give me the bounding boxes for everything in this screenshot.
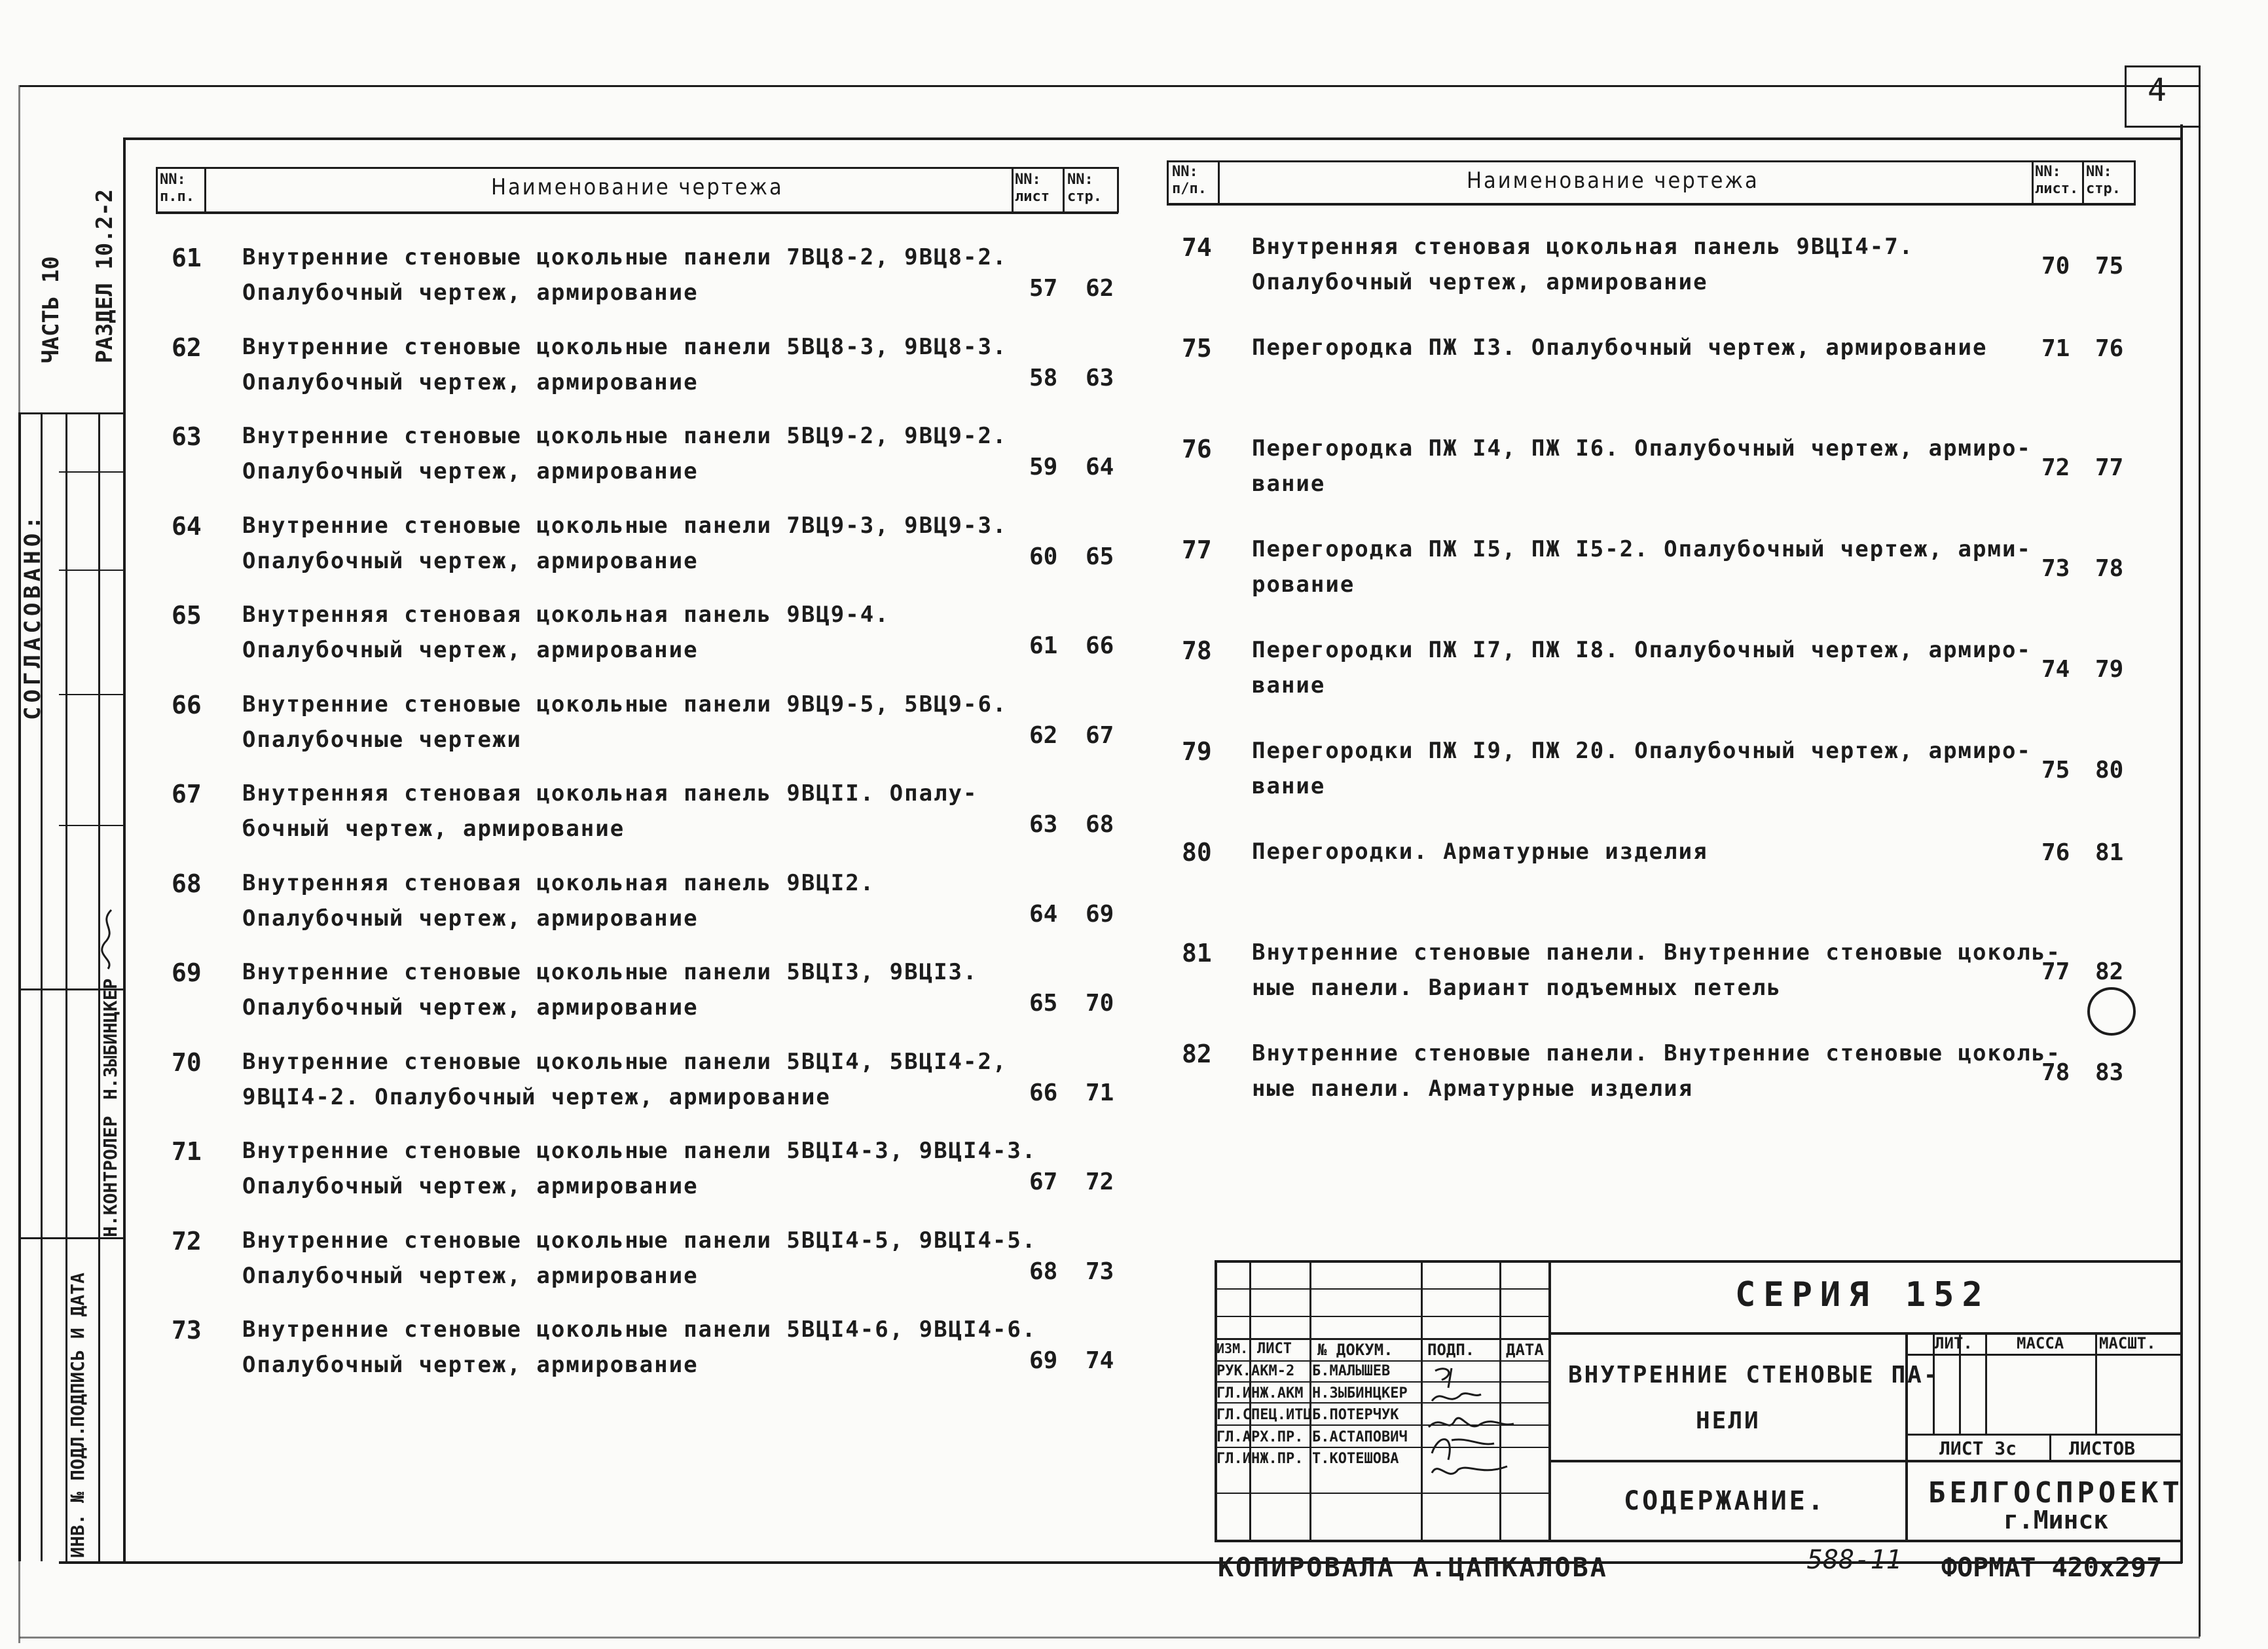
row-page: 69 [1086,900,1114,928]
row-sheet: 71 [2041,335,2070,362]
row-number: 74 [1182,233,1212,262]
sheet-number-box-top [2125,65,2200,67]
row-title-line-2: вание [1252,471,1326,497]
stamp-person-role: РУК.АКМ-2 [1216,1363,1295,1379]
controller-name: Н.ЗЫБИНЦКЕР [100,978,121,1100]
row-title-line-1: Внутренние стеновые цокольные панели 5ВЦ9-2, 9ВЦ9-2. [242,423,1008,449]
last-page-circle [2087,987,2136,1036]
right-header-sheet: NN: лист. [2035,164,2079,197]
row-title-line-1: Перегородка ПЖ I4, ПЖ I6. Опалубочный чертеж, армиро- [1252,435,2032,462]
row-sheet: 72 [2041,454,2070,481]
row-sheet: 77 [2041,958,2070,985]
row-title-line-1: Внутренние стеновые цокольные панели 5ВЦI4-5, 9ВЦI4-5. [242,1227,1037,1254]
left-header-sheet: NN: лист [1015,172,1050,205]
sheets-label: ЛИСТОВ [2069,1438,2136,1459]
row-number: 68 [172,869,202,898]
left-table-col-2 [1012,167,1014,213]
inner-frame-left [123,137,126,1563]
section-label: РАЗДЕЛ 10.2-2 [92,189,118,363]
inv-label: ИНВ. № ПОДЛ. [67,1425,88,1558]
row-title-line-2: Опалубочные чертежи [242,726,522,753]
row-number: 64 [172,511,202,541]
row-sheet: 73 [2041,555,2070,582]
lit-label: ЛИТ. [1935,1334,1973,1352]
row-number: 79 [1182,737,1212,766]
stamp-person-role: ГЛ.АРХ.ПР. [1216,1428,1304,1445]
row-title-line-2: Опалубочный чертеж, армирование [242,905,699,932]
row-number: 71 [172,1137,202,1166]
row-number: 62 [172,333,202,362]
row-sheet: 60 [1029,543,1058,570]
stamp-person-name: Б.МАЛЫШЕВ [1312,1363,1391,1379]
row-sheet: 75 [2041,757,2070,784]
row-title-line-1: Внутренние стеновые панели. Внутренние стеновые цоколь- [1252,939,2061,966]
document-number: 588-11 [1807,1545,1902,1575]
row-page: 80 [2095,757,2124,784]
left-table-col-3 [1063,167,1065,213]
right-header-page: NN: стр. [2086,164,2121,197]
left-table-header-bottom [156,211,1118,214]
row-title-line-2: Опалубочный чертеж, армирование [242,637,699,663]
row-title-line-1: Перегородка ПЖ I3. Опалубочный чертеж, армирование [1252,335,1988,361]
row-page: 63 [1086,364,1114,391]
left-table-col-1 [204,167,206,213]
stamp-title-line-2: НЕЛИ [1696,1407,1761,1434]
row-title-line-2: 9ВЦI4-2. Опалубочный чертеж, армирование [242,1083,831,1110]
row-title-line-2: Опалубочный чертеж, армирование [1252,269,1708,295]
row-sheet: 64 [1029,900,1058,928]
margin-strip-cut-4 [59,570,123,571]
series-title: СЕРИЯ 152 [1735,1275,1990,1314]
row-number: 61 [172,244,202,272]
row-title-line-2: вание [1252,672,1326,698]
row-title-line-2: бочный чертеж, армирование [242,816,625,842]
row-sheet: 69 [1029,1347,1058,1374]
right-header-nn: NN: п/п. [1172,164,1207,197]
row-number: 77 [1182,535,1212,564]
row-title-line-1: Перегородка ПЖ I5, ПЖ I5-2. Опалубочный чертеж, арми- [1252,536,2032,562]
row-title-line-1: Внутренние стеновые цокольные панели 5ВЦI3, 9ВЦI3. [242,959,978,985]
row-sheet: 58 [1029,364,1058,391]
left-table-col-4 [1117,167,1119,213]
row-page: 71 [1086,1079,1114,1106]
row-sheet: 70 [2041,253,2070,280]
mass-label: МАССА [2017,1334,2064,1352]
row-page: 64 [1086,454,1114,480]
row-page: 79 [2095,656,2124,683]
stamp-person-role: ГЛ.ИНЖ.ПР. [1216,1451,1304,1467]
row-title-line-1: Внутренние стеновые цокольные панели 5ВЦ8-3, 9ВЦ8-3. [242,333,1008,360]
left-table-left [156,167,158,213]
col-date: ДАТА [1506,1341,1544,1359]
col-doc: № ДОКУМ. [1317,1341,1393,1359]
margin-strip-cut-2 [18,1237,123,1239]
right-table-top [1167,160,2136,162]
sign-date-label: ПОДПИСЬ И ДАТА [67,1272,88,1427]
row-sheet: 65 [1029,990,1058,1017]
row-page: 77 [2095,454,2124,481]
row-title-line-1: Внутренние стеновые цокольные панели 5ВЦI4-6, 9ВЦI4-6. [242,1316,1037,1343]
right-table-header-bottom [1167,203,2136,206]
controller-role: Н.КОНТРОЛЕР [100,1115,121,1237]
stamp-title-line-1: ВНУТРЕННИЕ СТЕНОВЫЕ ПА- [1568,1362,1940,1388]
left-header-page: NN: стр. [1067,172,1102,205]
row-title-line-1: Внутренняя стеновая цокольная панель 9ВЦ9-4. [242,602,890,628]
row-sheet: 62 [1029,721,1058,749]
stamp-org: БЕЛГОСПРОЕКТ [1928,1476,2184,1510]
row-page: 82 [2095,958,2124,985]
row-number: 82 [1182,1040,1212,1068]
stamp-person-role: ГЛ.СПЕЦ.ИТЦ [1216,1407,1312,1423]
row-title-line-2: вание [1252,773,1326,799]
agreed-label: СОГЛАСОВАНО: [20,512,46,720]
row-page: 76 [2095,335,2124,362]
row-number: 78 [1182,636,1212,665]
stamp-person-role: ГЛ.ИНЖ.АКМ [1216,1385,1304,1402]
left-header-title: Наименование чертежа [491,174,784,200]
part-label: ЧАСТЬ 10 [38,256,64,363]
scale-label: МАСШТ. [2099,1334,2156,1352]
row-title-line-1: Внутренняя стеновая цокольная панель 9ВЦI2. [242,869,875,896]
row-title-line-1: Перегородки. Арматурные изделия [1252,839,1708,865]
right-header-title: Наименование чертежа [1467,168,1759,194]
sheet-label: ЛИСТ 3с [1939,1438,2017,1459]
row-number: 72 [172,1226,202,1256]
inner-frame-right [2180,124,2183,1563]
right-table-col-3 [2082,160,2084,205]
col-izm: ИЗМ. [1216,1341,1249,1356]
sheet-number-box-left [2125,65,2127,128]
row-title-line-2: Опалубочный чертеж, армирование [242,1262,699,1289]
right-table-col-4 [2134,160,2136,205]
row-title-line-1: Внутренние стеновые цокольные панели 7ВЦ9-3, 9ВЦ9-3. [242,512,1008,539]
left-table-top [156,167,1118,169]
row-sheet: 59 [1029,454,1058,480]
row-number: 70 [172,1047,202,1077]
row-page: 75 [2095,253,2124,280]
row-page: 68 [1086,811,1114,838]
controller-signature [92,903,124,975]
margin-strip-top [18,412,123,414]
sheet-number: 4 [2148,72,2167,109]
stamp-contents: СОДЕРЖАНИЕ. [1624,1486,1826,1516]
row-page: 83 [2095,1059,2124,1086]
stamp-person-name: Б.ПОТЕРЧУК [1312,1407,1399,1423]
stamp-signatures [1422,1362,1553,1493]
row-title-line-1: Внутренняя стеновая цокольная панель 9ВЦII. Опалу- [242,780,978,806]
row-number: 67 [172,780,202,808]
row-page: 65 [1086,543,1114,570]
outer-frame-bottom [20,1637,2200,1639]
row-title-line-2: Опалубочный чертеж, армирование [242,458,699,484]
row-title-line-1: Внутренние стеновые цокольные панели 5ВЦI4, 5ВЦI4-2, [242,1048,1008,1075]
row-sheet: 68 [1029,1258,1058,1285]
row-title-line-1: Внутренние стеновые цокольные панели 7ВЦ8-2, 9ВЦ8-2. [242,244,1008,270]
row-title-line-2: Опалубочный чертеж, армирование [242,1173,699,1199]
row-page: 81 [2095,839,2124,866]
row-title-line-2: Опалубочный чертеж, армирование [242,547,699,574]
row-title-line-2: ные панели. Арматурные изделия [1252,1076,1694,1102]
paper-format: ФОРМАТ 420х297 [1941,1553,2163,1583]
copied-by: КОПИРОВАЛА А.ЦАПКАЛОВА [1218,1553,1608,1583]
row-title-line-2: рование [1252,571,1355,598]
stamp-city: г.Минск [2003,1506,2109,1534]
row-page: 73 [1086,1258,1114,1285]
row-sheet: 76 [2041,839,2070,866]
stamp-person-name: Б.АСТАПОВИЧ [1312,1428,1408,1445]
row-page: 70 [1086,990,1114,1017]
stamp-person-name: Т.КОТЕШОВА [1312,1451,1399,1467]
row-sheet: 67 [1029,1169,1058,1195]
row-sheet: 57 [1029,275,1058,302]
row-title-line-1: Внутренние стеновые цокольные панели 9ВЦ9-5, 5ВЦ9-6. [242,691,1008,717]
row-number: 75 [1182,334,1212,363]
margin-strip-cut-3 [59,471,123,473]
row-number: 69 [172,958,202,987]
right-table-col-2 [2032,160,2034,205]
row-title-line-2: ные панели. Вариант подъемных петель [1252,975,1782,1001]
row-number: 80 [1182,838,1212,867]
stamp-person-name: Н.ЗЫБИНЦКЕР [1312,1385,1408,1402]
left-header-nn: NN: п.п. [160,172,194,205]
row-page: 67 [1086,721,1114,749]
col-sign: ПОДП. [1427,1341,1475,1359]
row-sheet: 66 [1029,1079,1058,1106]
row-page: 62 [1086,275,1114,302]
row-sheet: 63 [1029,811,1058,838]
row-title-line-1: Внутренние стеновые цокольные панели 5ВЦI4-3, 9ВЦI4-3. [242,1138,1037,1164]
row-title-line-2: Опалубочный чертеж, армирование [242,280,699,306]
row-title-line-2: Опалубочный чертеж, армирование [242,369,699,395]
row-number: 66 [172,690,202,719]
row-number: 81 [1182,939,1212,968]
row-sheet: 78 [2041,1059,2070,1086]
row-title-line-1: Внутренняя стеновая цокольная панель 9ВЦI4-7. [1252,234,1914,260]
row-number: 73 [172,1316,202,1345]
row-title-line-2: Опалубочный чертеж, армирование [242,994,699,1021]
row-page: 74 [1086,1347,1114,1374]
row-page: 66 [1086,632,1114,659]
row-title-line-1: Внутренние стеновые панели. Внутренние стеновые цоколь- [1252,1040,2061,1066]
right-table-left [1167,160,1169,205]
outer-frame-right [2199,65,2201,1637]
inner-frame-top [123,137,2182,140]
row-number: 76 [1182,435,1212,463]
row-sheet: 61 [1029,632,1058,659]
row-title-line-2: Опалубочный чертеж, армирование [242,1352,699,1378]
col-list: ЛИСТ [1257,1341,1292,1357]
outer-frame-top [20,85,2200,87]
right-table-col-1 [1218,160,1220,205]
margin-strip-cut-5 [59,694,123,695]
row-page: 78 [2095,555,2124,582]
row-number: 65 [172,601,202,630]
row-page: 72 [1086,1169,1114,1195]
row-title-line-1: Перегородки ПЖ I9, ПЖ 20. Опалубочный чертеж, армиро- [1252,738,2032,764]
row-number: 63 [172,422,202,451]
margin-strip-cut-6 [59,825,123,826]
row-sheet: 74 [2041,656,2070,683]
row-title-line-1: Перегородки ПЖ I7, ПЖ I8. Опалубочный чертеж, армиро- [1252,637,2032,663]
sheet-number-box-bottom [2125,126,2200,128]
